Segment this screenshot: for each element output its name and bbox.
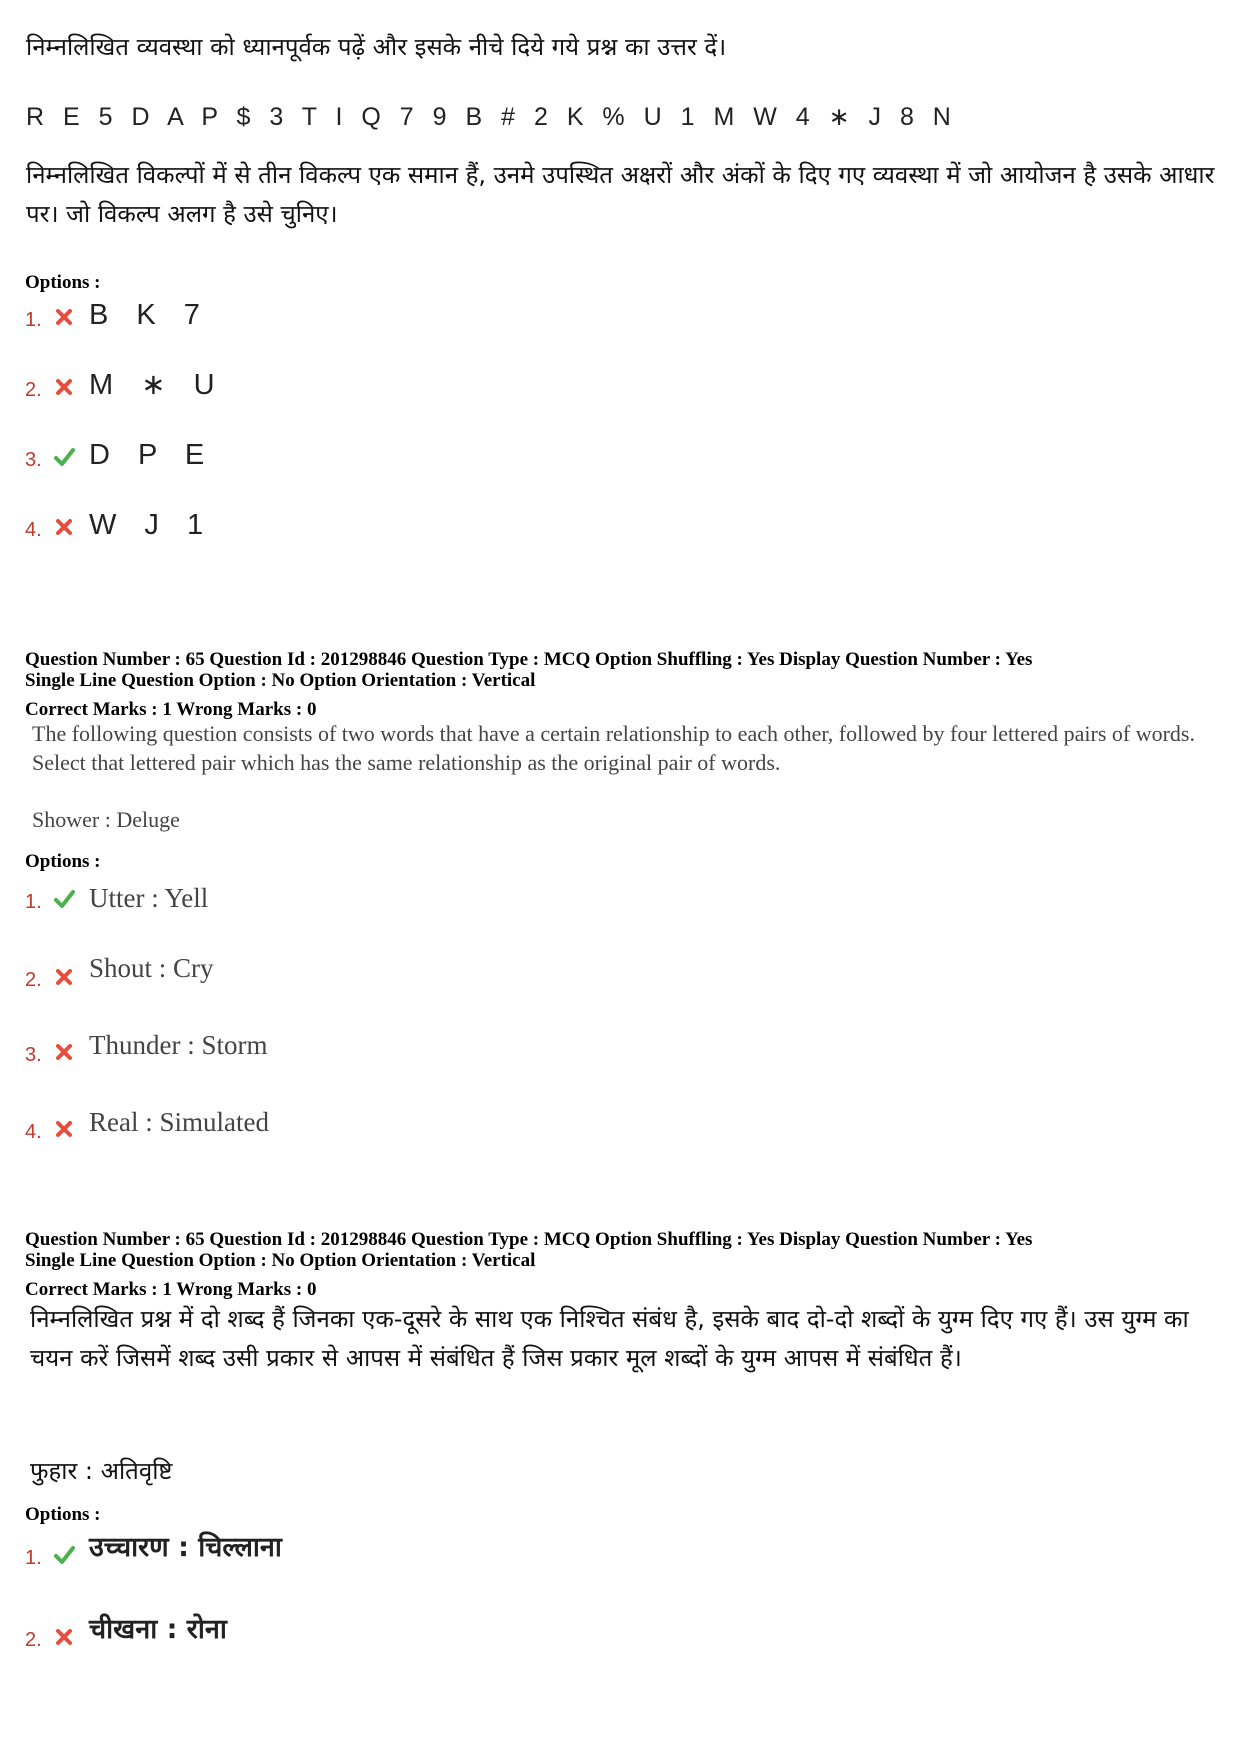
q65-en-meta-line-1: Question Number : 65 Question Id : 201298846 Question Type : MCQ Option Shuffling : Yes Display Question Number : Yes [25,649,1033,670]
q64-instruction: निम्नलिखित व्यवस्था को ध्यानपूर्वक पढ़ें और इसके नीचे दिये गये प्रश्न का उत्तर दें। [26,33,727,61]
option-text: Real : Simulated [89,1107,269,1137]
option-text: Shout : Cry [89,953,214,983]
check-icon [53,1544,75,1566]
option-text: उच्चारण : चिल्लाना [89,1532,282,1563]
option-text: Utter : Yell [89,883,209,913]
q65-en-question: The following question consists of two words that have a certain relationship to each other, followed by four lettered pairs of words. Select that lettered pair which has the same relationship as the original pair of words. [32,721,1195,775]
cross-icon [53,516,75,538]
cross-icon [53,1626,75,1648]
option-number: 2. [25,1629,42,1651]
option-number: 4. [25,1121,42,1143]
q64-options-label: Options : [25,272,101,293]
q65-en-meta-line-2: Single Line Question Option : No Option Orientation : Vertical [25,670,536,691]
q65-hi-pair: फुहार : अतिवृष्टि [30,1457,173,1485]
q65-hi-options-label: Options : [25,1504,101,1525]
option-text: D P E [89,439,215,471]
cross-icon [53,376,75,398]
option-number: 1. [25,309,42,331]
q64-question: निम्नलिखित विकल्पों में से तीन विकल्प एक समान हैं, उनमे उपस्थित अक्षरों और अंकों के दिए गए व्यवस्था में जो आयोजन है उसके आधार पर। जो विकल्प अलग है उसे चुनिए। [26,161,1215,228]
option-number: 1. [25,1547,42,1569]
option-text: Thunder : Storm [89,1030,268,1060]
option-number: 3. [25,1044,42,1066]
cross-icon [53,1118,75,1140]
option-text: W J 1 [89,509,214,541]
check-icon [53,888,75,910]
q65-en-pair: Shower : Deluge [32,807,180,832]
option-text: M ∗ U [89,369,225,401]
option-number: 2. [25,969,42,991]
option-number: 4. [25,519,42,541]
q65-hi-marks: Correct Marks : 1 Wrong Marks : 0 [25,1279,317,1300]
q65-hi-meta-line-1: Question Number : 65 Question Id : 201298846 Question Type : MCQ Option Shuffling : Yes Display Question Number : Yes [25,1229,1033,1250]
option-number: 3. [25,449,42,471]
q65-en-marks: Correct Marks : 1 Wrong Marks : 0 [25,699,317,720]
q64-sequence: R E 5 D A P $ 3 T I Q 7 9 B # 2 K % U 1 M W 4 ∗ J 8 N [26,103,957,131]
cross-icon [53,1041,75,1063]
q65-en-options-label: Options : [25,851,101,872]
option-text: B K 7 [89,299,210,331]
option-number: 2. [25,379,42,401]
q65-hi-question: निम्नलिखित प्रश्न में दो शब्द हैं जिनका एक-दूसरे के साथ एक निश्चित संबंध है, इसके बाद दो-दो शब्दों के युग्म दिए गए हैं। उस युग्म का चयन करें जिसमें शब्द उसी प्रकार से आपस में संबंधित हैं जिस प्रकार मूल शब्दों के युग्म आपस में संबंधित हैं। [30,1305,1189,1372]
check-icon [53,446,75,468]
cross-icon [53,306,75,328]
option-number: 1. [25,891,42,913]
q65-hi-meta-line-2: Single Line Question Option : No Option Orientation : Vertical [25,1250,536,1271]
cross-icon [53,966,75,988]
option-text: चीखना : रोना [89,1614,227,1645]
